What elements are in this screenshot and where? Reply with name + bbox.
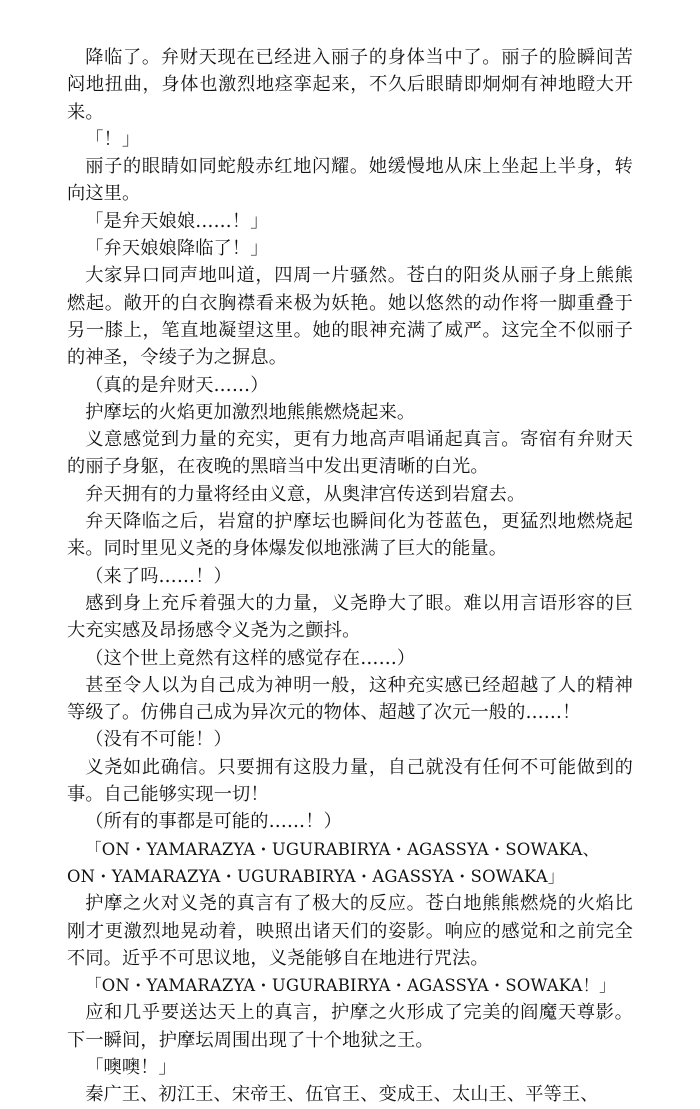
- paragraph: 秦广王、初江王、宋帝王、伍官王、变成王、太山王、平等王、: [85, 1084, 599, 1106]
- inner-monologue-line: （所有的事都是可能的……！）: [85, 811, 342, 833]
- dialogue-line: 「弁天娘娘降临了！」: [85, 238, 269, 260]
- paragraph: 降临了。弁财天现在已经进入丽子的身体当中了。丽子的脸瞬间苦闷地扭曲，身体也激烈地痉挛起来，不久后眼睛即炯炯有神地瞪大开来。: [67, 47, 633, 123]
- paragraph: 义尧如此确信。只要拥有这股力量，自己就没有任何不可能做到的事。自己能够实现一切！: [67, 756, 633, 806]
- mantra-line: 「ON・YAMARAZYA・UGURABIRYA・AGASSYA・SOWAKA！」: [85, 976, 616, 996]
- paragraph: 甚至令人以为自己成为神明一般，这种充实感已经超越了人的精神等级了。仿佛自己成为异次元的物体、超越了次元一般的……！: [67, 674, 633, 724]
- dialogue-line: 「！」: [85, 128, 141, 150]
- paragraph: 丽子的眼睛如同蛇般赤红地闪耀。她缓慢地从床上坐起上半身，转向这里。: [67, 156, 633, 205]
- paragraph: 弁天拥有的力量将经由义意，从奥津宫传送到岩窟去。: [85, 483, 526, 505]
- dialogue-line: 「噢噢！」: [85, 1056, 177, 1078]
- inner-monologue-line: （没有不可能！）: [85, 729, 232, 751]
- mantra-line: 「ON・YAMARAZYA・UGURABIRYA・AGASSYA・SOWAKA、: [85, 839, 600, 859]
- body-text-column: [67, 44, 633, 1109]
- paragraph: 感到身上充斥着强大的力量，义尧睁大了眼。难以用言语形容的巨大充实感及昂扬感令义尧为之颤抖。: [67, 592, 633, 642]
- paragraph: 护摩之火对义尧的真言有了极大的反应。苍白地熊熊燃烧的火焰比刚才更激烈地晃动着，映照出诸天们的姿影。响应的感觉和之前完全不同。近乎不可思议地，义尧能够自在地进行咒法。: [67, 893, 633, 969]
- paragraph: 应和几乎要送达天上的真言，护摩之火形成了完美的阎魔天尊影。下一瞬间，护摩坛周围出现了十个地狱之王。: [67, 1002, 633, 1051]
- inner-monologue-line: （来了吗……！）: [85, 565, 232, 587]
- dialogue-line: 「是弁天娘娘……！」: [85, 210, 269, 232]
- paragraph: 弁天降临之后，岩窟的护摩坛也瞬间化为苍蓝色，更猛烈地燃烧起来。同时里见义尧的身体爆发似地涨满了巨大的能量。: [67, 511, 633, 560]
- paragraph: 护摩坛的火焰更加激烈地熊熊燃烧起来。: [85, 401, 416, 423]
- inner-monologue-line: （这个世上竟然有这样的感觉存在……）: [85, 647, 416, 669]
- paragraph: 大家异口同声地叫道，四周一片骚然。苍白的阳炎从丽子身上熊熊燃起。敞开的白衣胸襟看来极为妖艳。她以悠然的动作将一脚重叠于另一膝上，笔直地凝望这里。她的眼神充满了威严。这完全不似丽子的神圣，令绫子为之摒息。: [67, 265, 633, 369]
- mantra-line-continuation: ON・YAMARAZYA・UGURABIRYA・AGASSYA・SOWAKA」: [67, 866, 565, 886]
- paragraph: 义意感觉到力量的充实，更有力地高声唱诵起真言。寄宿有弁财天的丽子身躯，在夜晚的黑暗当中发出更清晰的白光。: [67, 429, 633, 478]
- inner-monologue-line: （真的是弁财天……）: [85, 374, 269, 396]
